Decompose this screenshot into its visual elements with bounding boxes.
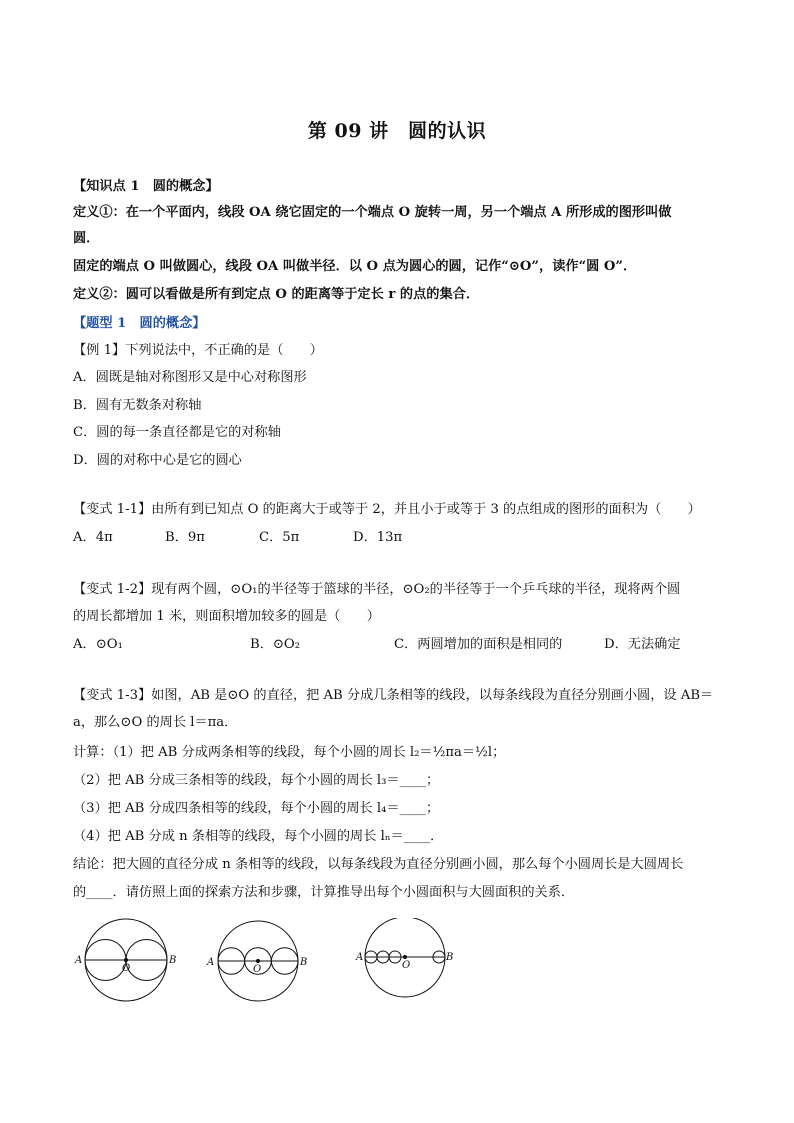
label-a: A (207, 957, 215, 968)
variant-1-1-option-b: B．9π (165, 530, 205, 545)
variant-1-2-stem-line-2: 的周长都增加 1 米，则面积增加较多的圆是（ ） (73, 609, 380, 624)
variant-1-2-option-d: D．无法确定 (604, 637, 681, 652)
figure-three-divisions (218, 921, 298, 1001)
example-1-stem: 【例 1】下列说法中，不正确的是（ ） (73, 343, 323, 358)
center-point (124, 958, 127, 961)
label-a: A (75, 955, 83, 966)
center-point (404, 956, 407, 959)
variant-1-2-option-c: C．两圆增加的面积是相同的 (394, 637, 563, 652)
page-title: 第 09 讲 圆的认识 (307, 120, 487, 142)
knowledge-point-heading: 【知识点 1 圆的概念】 (73, 179, 219, 194)
figure-many-divisions (365, 918, 445, 997)
label-b: B (169, 955, 177, 966)
variant-1-2-option-b: B．⊙O₂ (250, 637, 301, 652)
example-1-option-c: C．圆的每一条直径都是它的对称轴 (73, 425, 281, 440)
label-a: A (356, 952, 364, 963)
variant-1-2-options (73, 635, 733, 655)
label-o: O (402, 960, 411, 971)
label-o: O (253, 964, 262, 975)
example-1-option-a: A．圆既是轴对称图形又是中心对称图形 (73, 370, 307, 385)
label-o: O (122, 963, 131, 974)
variant-1-1-options (73, 528, 473, 548)
example-1-option-d: D．圆的对称中心是它的圆心 (73, 453, 242, 468)
definition-1-line-2: 圆． (73, 231, 100, 246)
variant-1-3-conclusion-line-2: 的____．请仿照上面的探索方法和步骤，计算推导出每个小圆面积与大圆面积的关系． (73, 885, 575, 900)
definition-2: 定义②：圆可以看做是所有到定点 O 的距离等于定长 r 的点的集合． (73, 287, 480, 302)
example-1-option-b: B．圆有无数条对称轴 (73, 398, 202, 413)
variant-1-1-stem: 【变式 1-1】由所有到已知点 O 的距离大于或等于 2，并且小于或等于 3 的点组成的图形的面积为（ ） (73, 502, 701, 517)
variant-1-3-stem-line-1: 【变式 1-3】如图，AB 是⊙O 的直径，把 AB 分成几条相等的线段，以每条线段为直径分别画小圆，设 AB＝ (73, 688, 714, 703)
variant-1-3-question-4: （4）把 AB 分成 n 条相等的线段，每个小圆的周长 lₙ＝____． (73, 829, 444, 844)
definition-1-line-1: 定义①：在一个平面内，线段 OA 绕它固定的一个端点 O 旋转一周，另一个端点 A 所形成的图形叫做 (73, 205, 672, 220)
variant-1-1-option-c: C．5π (259, 530, 300, 545)
variant-1-2-stem-line-1: 【变式 1-2】现有两个圆，⊙O₁的半径等于篮球的半径，⊙O₂的半径等于一个乒乓球的半径，现将两个圆 (73, 582, 681, 597)
variant-1-3-question-2: （2）把 AB 分成三条相等的线段，每个小圆的周长 l₃＝____； (73, 773, 440, 788)
variant-1-2-option-a: A．⊙O₁ (73, 637, 123, 652)
question-type-heading: 【题型 1 圆的概念】 (73, 316, 206, 331)
figure-two-divisions (85, 919, 167, 1001)
variant-1-3-conclusion-line-1: 结论：把大圆的直径分成 n 条相等的线段，以每条线段为直径分别画小圆，那么每个小圆周长是大圆周长 (73, 857, 684, 872)
variant-1-3-stem-line-2: a，那么⊙O 的周长 l＝πa． (73, 715, 238, 730)
center-point (256, 959, 259, 962)
label-b: B (446, 952, 454, 963)
definition-1-line-3: 固定的端点 O 叫做圆心，线段 OA 叫做半径．以 O 点为圆心的圆，记作“⊙O”，读作“圆 O”． (73, 259, 637, 274)
circle-division-figures (70, 918, 470, 1002)
variant-1-1-option-d: D．13π (353, 530, 403, 545)
variant-1-1-option-a: A．4π (73, 530, 113, 545)
variant-1-3-calc: 计算：（1）把 AB 分成两条相等的线段，每个小圆的周长 l₂＝½πa＝½l； (73, 745, 506, 760)
label-b: B (300, 957, 308, 968)
variant-1-3-question-3: （3）把 AB 分成四条相等的线段，每个小圆的周长 l₄＝____； (73, 801, 440, 816)
